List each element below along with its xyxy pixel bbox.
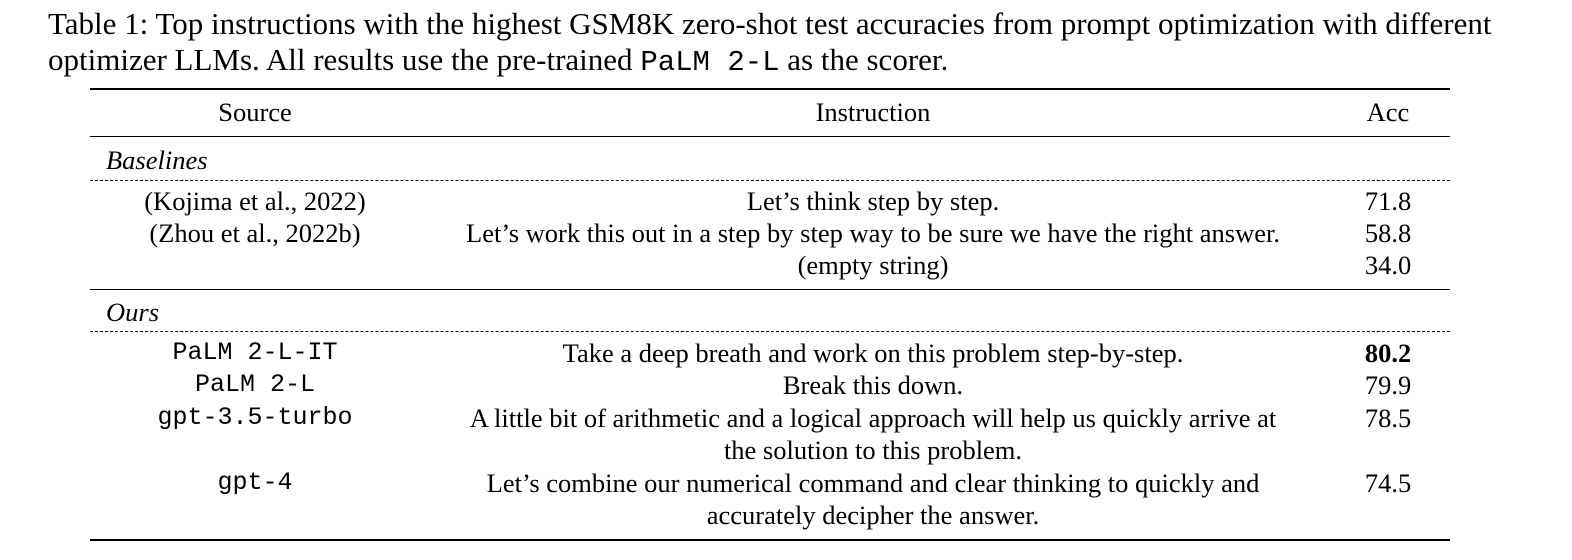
cell-source: gpt-4 [217, 468, 293, 497]
header-instruction: Instruction [815, 97, 931, 127]
bottom-rule [90, 539, 1450, 541]
table-caption [48, 6, 1548, 81]
cell-source: PaLM 2-L-IT [172, 338, 338, 367]
cell-acc-best: 80.2 [1364, 338, 1412, 368]
caption-lead: Table 1: Top instructions with the highest GSM8K zero-shot test accuracies from prompt optimization with different optimizer LLMs. All results use the pre-trained [48, 6, 1492, 77]
cell-instruction: Let’s work this out in a step by step way to be sure we have the right answer. [466, 218, 1280, 248]
group-dashed-rule [90, 331, 1450, 332]
group-dashed-rule [90, 180, 1450, 181]
cell-instruction: Take a deep breath and work on this problem step-by-step. [562, 338, 1184, 368]
group-label-ours: Ours [106, 297, 160, 327]
cell-instruction-line2: the solution to this problem. [723, 435, 1023, 465]
cell-instruction: (empty string) [797, 250, 949, 280]
group-label-baselines: Baselines [106, 145, 208, 175]
cell-instruction-line1: A little bit of arithmetic and a logical approach will help us quickly arrive at [469, 403, 1277, 433]
cell-source: gpt-3.5-turbo [157, 403, 353, 432]
header-rule [90, 136, 1450, 137]
cell-acc: 71.8 [1364, 186, 1412, 216]
caption-model-name: PaLM 2-L [640, 46, 780, 79]
caption-tail: as the scorer. [787, 42, 949, 77]
cell-source: PaLM 2-L [194, 370, 316, 399]
top-rule [90, 88, 1450, 90]
cell-acc: 58.8 [1364, 218, 1412, 248]
cell-acc: 79.9 [1364, 370, 1412, 400]
cell-source: (Kojima et al., 2022) [144, 186, 366, 216]
cell-instruction-line2: accurately decipher the answer. [706, 500, 1040, 530]
header-source: Source [218, 97, 292, 127]
cell-instruction-line1: Let’s combine our numerical command and clear thinking to quickly and [486, 468, 1260, 498]
group-separator-rule [90, 289, 1450, 290]
cell-instruction: Break this down. [782, 370, 964, 400]
header-acc: Acc [1366, 97, 1410, 127]
cell-acc: 34.0 [1364, 250, 1412, 280]
cell-acc: 78.5 [1364, 403, 1412, 433]
cell-instruction: Let’s think step by step. [746, 186, 1000, 216]
cell-source: (Zhou et al., 2022b) [149, 218, 361, 248]
cell-acc: 74.5 [1364, 468, 1412, 498]
